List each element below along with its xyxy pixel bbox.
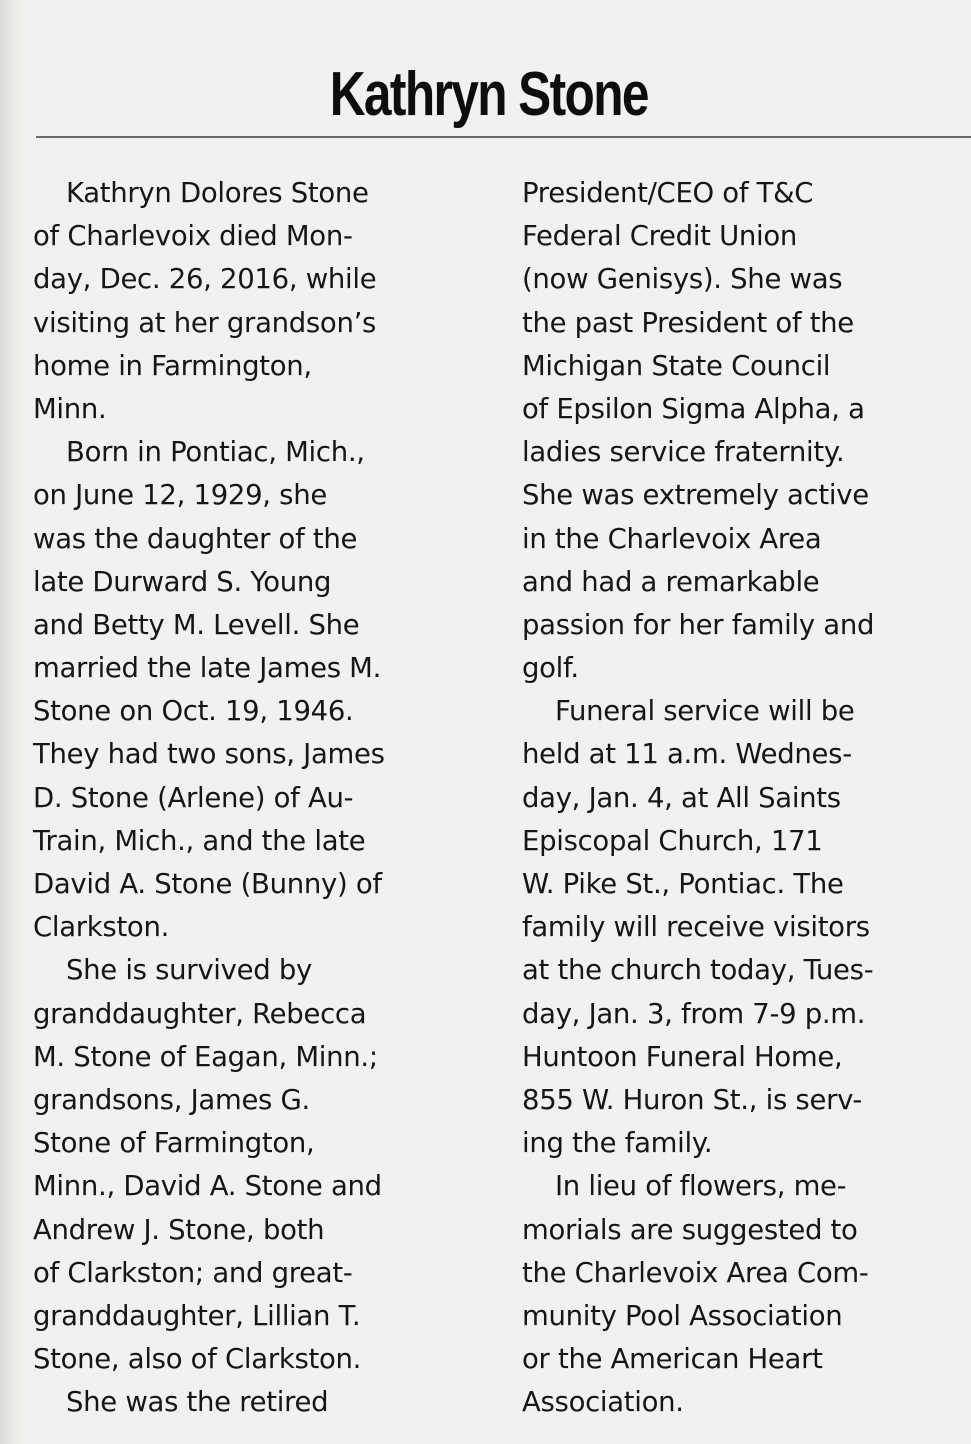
text-line: ing the family. [522, 1127, 713, 1160]
text-line: D. Stone (Arlene) of Au- [33, 781, 354, 814]
paragraph-first-line: Born in Pontiac, Mich., [66, 436, 365, 469]
paragraph-first-line: In lieu of flowers, me- [555, 1170, 847, 1203]
text-line: Minn. [33, 392, 107, 425]
text-line: Stone, also of Clarkston. [33, 1343, 362, 1376]
text-line: Association. [522, 1386, 684, 1419]
text-line: the Charlevoix Area Com- [522, 1256, 869, 1289]
text-line: visiting at her grandson’s [33, 306, 377, 339]
text-line: day, Jan. 4, at All Saints [522, 781, 841, 814]
body-column-right [522, 172, 971, 1424]
body-column-left [33, 172, 483, 1424]
text-line: She was extremely active [522, 479, 869, 512]
text-line: Episcopal Church, 171 [522, 824, 823, 857]
paragraph-first-line: She is survived by [66, 954, 312, 987]
text-line: (now Genisys). She was [522, 263, 843, 296]
text-line: home in Farmington, [33, 349, 312, 382]
text-line: Huntoon Funeral Home, [522, 1040, 843, 1073]
text-line: 855 W. Huron St., is serv- [522, 1083, 862, 1116]
paragraph-first-line: Funeral service will be [555, 695, 855, 728]
text-line: David A. Stone (Bunny) of [33, 868, 382, 900]
text-line: late Durward S. Young [33, 565, 332, 598]
paragraph-first-line: She was the retired [66, 1386, 329, 1419]
text-line: Michigan State Council [522, 349, 831, 382]
obituary-title: Kathryn Stone [329, 60, 648, 129]
text-line: Andrew J. Stone, both [33, 1213, 325, 1246]
text-line: and had a remarkable [522, 565, 820, 598]
text-line: ladies service fraternity. [522, 436, 845, 469]
paragraph-first-line: Kathryn Dolores Stone [66, 177, 369, 209]
text-line: Stone on Oct. 19, 1946. [33, 695, 354, 728]
text-line: at the church today, Tues- [522, 954, 874, 987]
title-divider [36, 136, 971, 138]
text-line: President/CEO of T&C [522, 177, 814, 209]
text-line: in the Charlevoix Area [522, 522, 822, 555]
text-line: They had two sons, James [33, 738, 385, 771]
text-line: day, Dec. 26, 2016, while [33, 263, 377, 296]
text-line: Stone of Farmington, [33, 1127, 315, 1160]
text-line: held at 11 a.m. Wednes- [522, 738, 852, 771]
text-line: married the late James M. [33, 652, 382, 685]
text-line: munity Pool Association [522, 1299, 843, 1332]
text-line: day, Jan. 3, from 7-9 p.m. [522, 997, 866, 1030]
text-line: family will receive visitors [522, 911, 870, 944]
text-line: golf. [522, 652, 579, 685]
text-line: Clarkston. [33, 911, 170, 944]
text-line: or the American Heart [522, 1343, 823, 1376]
text-line: was the daughter of the [33, 522, 358, 555]
text-line: grandsons, James G. [33, 1083, 310, 1116]
text-line: of Epsilon Sigma Alpha, a [522, 392, 865, 425]
text-line: on June 12, 1929, she [33, 479, 327, 512]
text-line: of Clarkston; and great- [33, 1256, 353, 1289]
text-line: Train, Mich., and the late [33, 824, 366, 857]
text-line: morials are suggested to [522, 1213, 858, 1246]
text-line: passion for her family and [522, 608, 875, 641]
text-line: W. Pike St., Pontiac. The [522, 868, 844, 900]
text-line: the past President of the [522, 306, 854, 339]
text-line: M. Stone of Eagan, Minn.; [33, 1040, 378, 1073]
text-line: of Charlevoix died Mon- [33, 220, 353, 253]
text-line: granddaughter, Lillian T. [33, 1299, 361, 1332]
text-line: and Betty M. Levell. She [33, 608, 360, 641]
text-line: Minn., David A. Stone and [33, 1170, 382, 1203]
text-line: Federal Credit Union [522, 220, 798, 253]
text-line: granddaughter, Rebecca [33, 997, 367, 1030]
